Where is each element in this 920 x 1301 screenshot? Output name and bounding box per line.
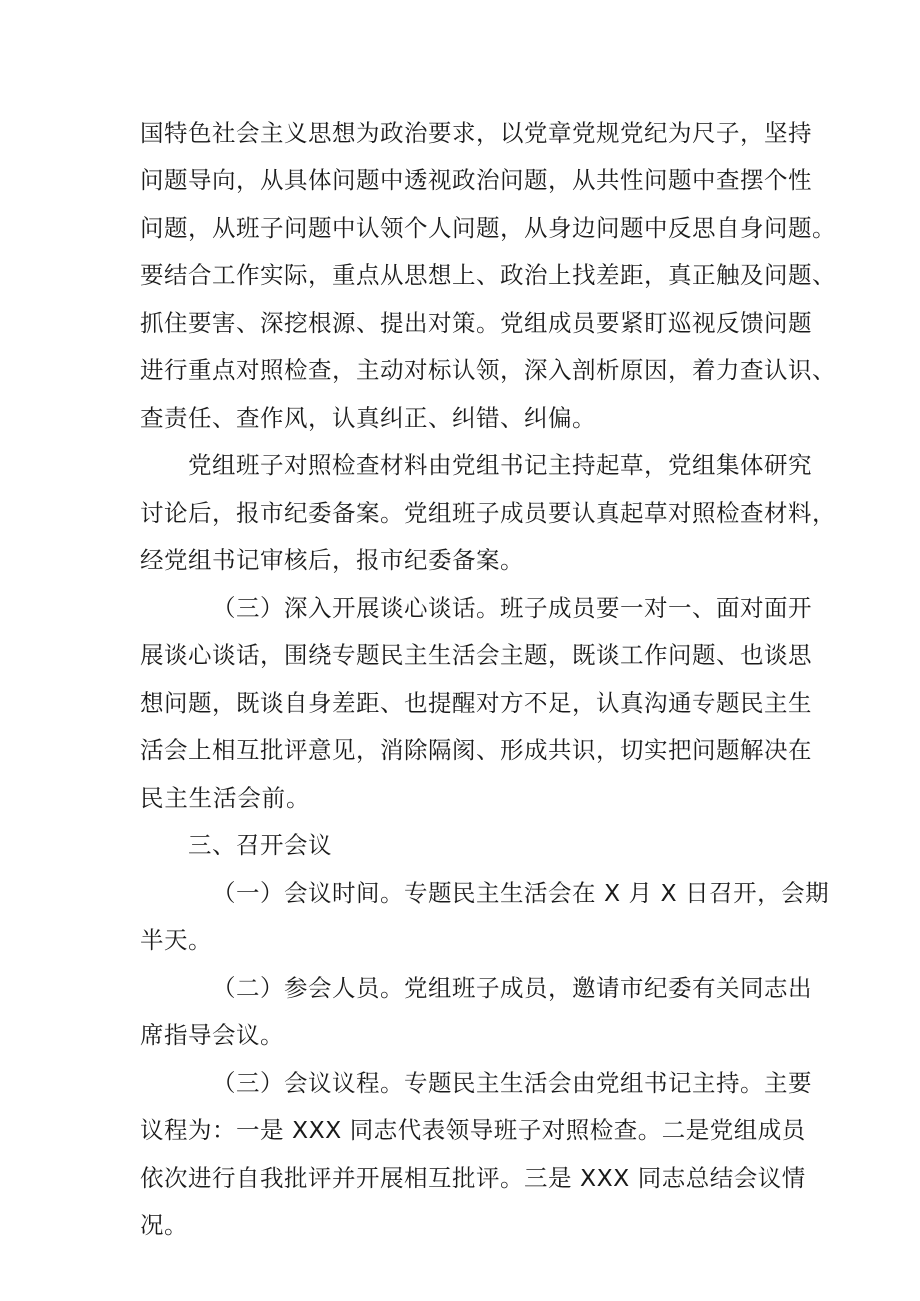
text-line: 国特色社会主义思想为政治要求，以党章党规党纪为尺子，坚持	[140, 119, 812, 147]
paragraph-start-line: （一）会议时间。专题民主生活会在 X 月 X 日召开，会期	[212, 879, 830, 907]
text-line: 进行重点对照检查，主动对标认领，深入剖析原因，着力查认识、	[140, 356, 836, 384]
text-line: 问题导向，从具体问题中透视政治问题，从共性问题中查摆个性	[140, 166, 812, 194]
text-line: 议程为：一是 XXX 同志代表领导班子对照检查。二是党组成员	[140, 1116, 806, 1144]
paragraph-start-line: （三）深入开展谈心谈话。班子成员要一对一、面对面开	[212, 594, 812, 622]
text-line: 想问题，既谈自身差距、也提醒对方不足，认真沟通专题民主生	[140, 689, 812, 717]
text-line: 问题，从班子问题中认领个人问题，从身边问题中反思自身问题。	[140, 214, 836, 242]
paragraph-start-line: （二）参会人员。党组班子成员，邀请市纪委有关同志出	[212, 974, 812, 1002]
text-line: 展谈心谈话，围绕专题民主生活会主题，既谈工作问题、也谈思	[140, 641, 812, 669]
text-line: 席指导会议。	[140, 1021, 284, 1049]
text-line: 半天。	[140, 926, 212, 954]
text-line: 经党组书记审核后，报市纪委备案。	[140, 546, 524, 574]
text-line: 抓住要害、深挖根源、提出对策。党组成员要紧盯巡视反馈问题	[140, 309, 812, 337]
section-heading: 三、召开会议	[188, 831, 332, 859]
text-line: 查责任、查作风，认真纠正、纠错、纠偏。	[140, 404, 596, 432]
text-line: 活会上相互批评意见，消除隔阂、形成共识，切实把问题解决在	[140, 736, 812, 764]
text-line: 况。	[140, 1211, 188, 1239]
text-line: 讨论后，报市纪委备案。党组班子成员要认真起草对照检查材料，	[140, 499, 836, 527]
text-line: 依次进行自我批评并开展相互批评。三是 XXX 同志总结会议情	[140, 1164, 806, 1192]
text-line: 要结合工作实际，重点从思想上、政治上找差距，真正触及问题、	[140, 261, 836, 289]
paragraph-start-line: （三）会议议程。专题民主生活会由党组书记主持。主要	[212, 1069, 812, 1097]
text-line: 民主生活会前。	[140, 784, 310, 812]
paragraph-start-line: 党组班子对照检查材料由党组书记主持起草，党组集体研究	[188, 451, 812, 479]
